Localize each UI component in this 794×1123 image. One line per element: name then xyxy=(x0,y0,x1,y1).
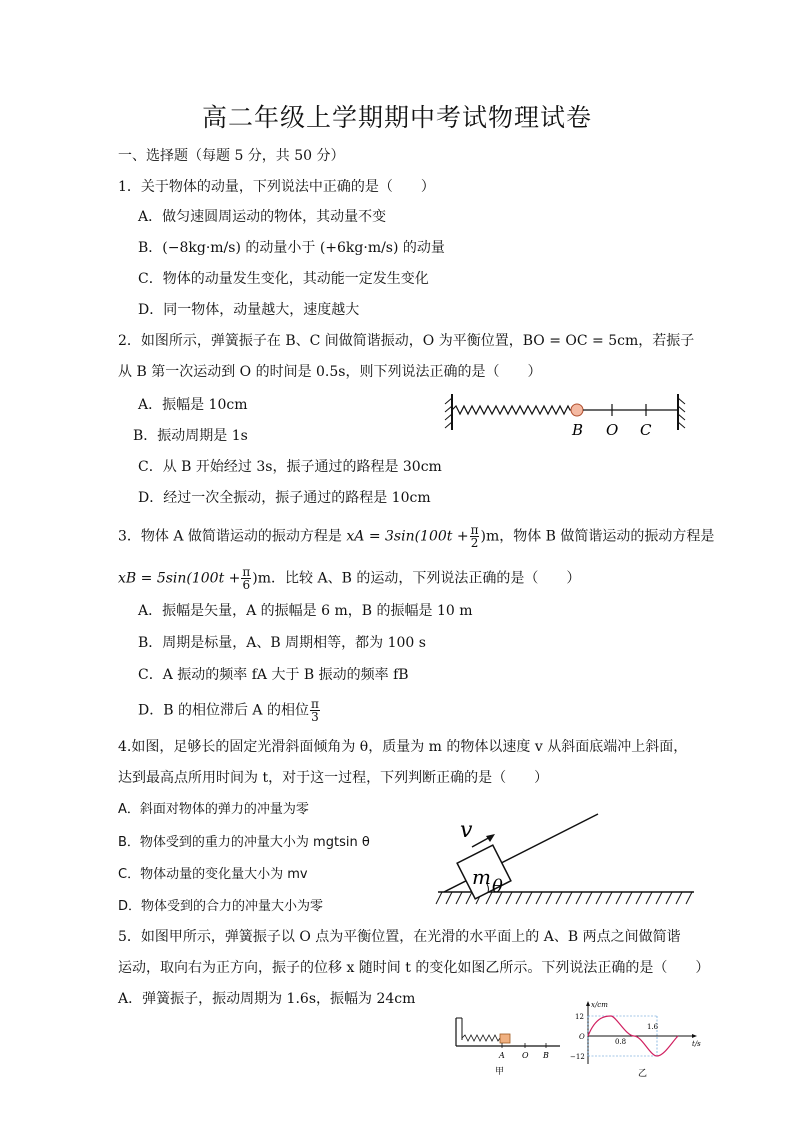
q1-option-a: A．做匀速圆周运动的物体，其动量不变 xyxy=(138,209,387,225)
q3-fraction-d xyxy=(310,698,320,723)
q4-option-b: B．物体受到的重力的冲量大小为 mgtsin θ xyxy=(118,835,370,850)
exam-title: 高二年级上学期期中考试物理试卷 xyxy=(201,103,592,132)
jia-caption: 甲 xyxy=(495,1067,505,1077)
q3-fraction-b-den: 6 xyxy=(242,578,251,592)
jia-label-b: B xyxy=(543,1051,549,1060)
yi-tick-16: 1.6 xyxy=(647,1023,659,1031)
yi-x-label: t/s xyxy=(692,1040,701,1048)
q3-fraction-b xyxy=(241,566,251,591)
q3-equation-a: xA = 3sin(100t + xyxy=(346,528,469,545)
q3-option-d-text: D．B 的相位滞后 A 的相位 xyxy=(138,702,309,719)
q3-fraction-b-num: π xyxy=(242,565,251,579)
oscillator-ball xyxy=(571,404,583,416)
q2-stem-line1: 2．如图所示，弹簧振子在 B、C 间做简谐振动，O 为平衡位置，BO = OC = 5cm，若振子 xyxy=(118,333,695,349)
q2-option-d: D．经过一次全振动，振子通过的路程是 10cm xyxy=(138,490,431,506)
q3-option-d xyxy=(138,698,321,723)
q3-stem-b: ，物体 B 做简谐运动的振动方程是 xyxy=(499,528,715,545)
q2-option-c: C．从 B 开始经过 3s，振子通过的路程是 30cm xyxy=(138,459,442,475)
q3-option-b: B．周期是标量，A、B 周期相等，都为 100 s xyxy=(138,635,426,651)
q3-fraction-a-den: 2 xyxy=(470,536,479,550)
label-b: B xyxy=(572,421,584,439)
angle-theta-label: θ xyxy=(492,876,503,897)
label-c: C xyxy=(640,421,652,439)
q4-option-d: D．物体受到的合力的冲量大小为零 xyxy=(118,899,324,914)
q3-fraction-a xyxy=(470,524,480,549)
block-mass-label: m xyxy=(472,865,491,889)
velocity-arrowhead xyxy=(486,834,495,842)
q1-option-b: B．(−8kg·m/s) 的动量小于 (+6kg·m/s) 的动量 xyxy=(138,240,445,256)
q3-stem-line1 xyxy=(118,524,714,549)
yi-origin: O xyxy=(579,1033,585,1041)
figure-jia xyxy=(448,1010,566,1080)
q4-stem-line1: 4.如图，足够长的固定光滑斜面倾角为 θ，质量为 m 的物体以速度 v 从斜面底端冲上斜面， xyxy=(118,739,688,755)
q3-equation-b: xB = 5sin(100t + xyxy=(118,570,241,587)
q3-fraction-a-num: π xyxy=(470,523,479,537)
q3-equation-a-unit: )m xyxy=(480,528,500,545)
incline-figure xyxy=(432,812,702,912)
spring-oscillator-figure xyxy=(440,388,690,440)
yi-caption: 乙 xyxy=(638,1069,648,1079)
jia-label-a: A xyxy=(499,1051,505,1060)
q5-option-a: A．弹簧振子，振动周期为 1.6s，振幅为 24cm xyxy=(118,991,416,1007)
q5-stem-line2: 运动，取向右为正方向，振子的位移 x 随时间 t 的变化如图乙所示。下列说法正确的是（ ） xyxy=(118,960,710,976)
q3-stem-a: 3．物体 A 做简谐运动的振动方程是 xyxy=(118,528,347,545)
q2-option-b: B．振动周期是 1s xyxy=(133,428,248,444)
section-heading: 一、选择题（每题 5 分，共 50 分） xyxy=(118,148,345,164)
q2-stem-line2: 从 B 第一次运动到 O 的时间是 0.5s，则下列说法正确的是（ ） xyxy=(118,364,542,380)
velocity-label: v xyxy=(460,818,473,843)
q2-option-a: A．振幅是 10cm xyxy=(138,397,248,413)
spring-zigzag xyxy=(452,406,576,414)
yi-y-top: 12 xyxy=(575,1013,584,1021)
jia-block xyxy=(500,1034,510,1043)
q3-stem-line2 xyxy=(118,566,580,591)
figure-yi-xt-graph xyxy=(566,998,710,1080)
q3-fraction-d-num: π xyxy=(310,697,319,711)
q3-fraction-d-den: 3 xyxy=(311,710,319,724)
q1-option-c: C．物体的动量发生变化，其动能一定发生变化 xyxy=(138,271,429,287)
q4-option-a: A．斜面对物体的弹力的冲量为零 xyxy=(118,802,309,817)
q3-stem-c: ．比较 A、B 的运动，下列说法正确的是（ ） xyxy=(271,570,581,587)
yi-y-label: x/cm xyxy=(591,1001,608,1009)
label-o: O xyxy=(606,421,619,439)
q1-option-d: D．同一物体，动量越大，速度越大 xyxy=(138,302,360,318)
jia-label-o: O xyxy=(522,1051,529,1060)
q1-stem: 1．关于物体的动量，下列说法中正确的是（ ） xyxy=(118,179,435,195)
q3-option-c: C．A 振动的频率 fA 大于 B 振动的频率 fB xyxy=(138,667,409,683)
q5-stem-line1: 5．如图甲所示，弹簧振子以 O 点为平衡位置，在光滑的水平面上的 A、B 两点之间做简谐 xyxy=(118,929,681,945)
q3-option-a: A．振幅是矢量，A 的振幅是 6 m，B 的振幅是 10 m xyxy=(138,603,473,619)
q4-option-c: C．物体动量的变化量大小为 mv xyxy=(118,867,308,882)
yi-y-bottom: −12 xyxy=(570,1053,585,1061)
q3-equation-b-unit: )m xyxy=(252,570,272,587)
yi-tick-08: 0.8 xyxy=(615,1038,627,1046)
q4-stem-line2: 达到最高点所用时间为 t，对于这一过程，下列判断正确的是（ ） xyxy=(118,770,549,786)
